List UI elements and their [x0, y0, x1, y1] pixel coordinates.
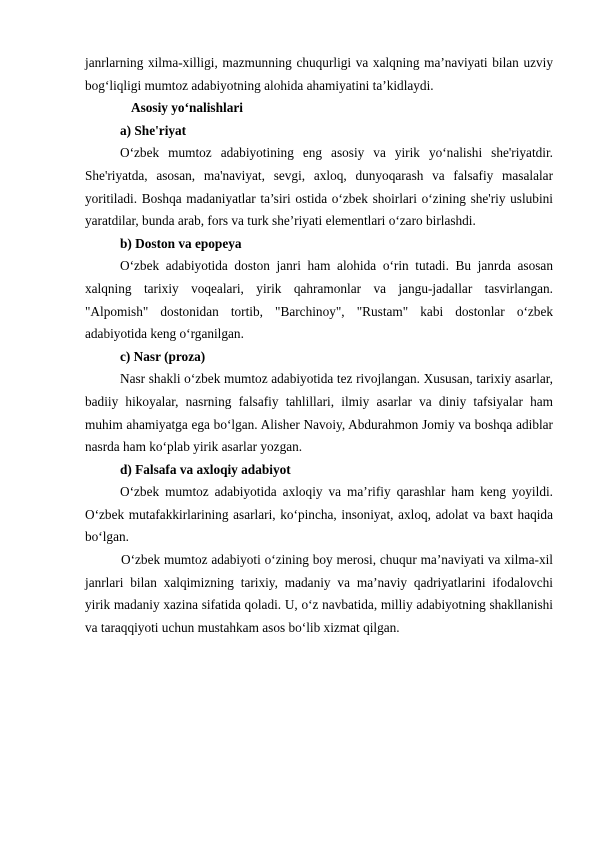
section-heading-epic: b) Doston va epopeya	[120, 235, 242, 251]
intro-paragraph: janrlarning xilma-xilligi, mazmunning chuqurligi va xalqning ma’naviyati bilan uzviy bog‘liqligi mumtoz adabiyotning alohida ahamiyatini ta’kidlaydi.	[85, 55, 553, 93]
section-paragraph-epic: O‘zbek adabiyotida doston janri ham alohida o‘rin tutadi. Bu janrda asosan xalqning tarixiy voqealari, yirik qahramonlar va jangu-jadallar tasvirlangan. "Alpomish" dostonidan tortib, "Barchinoy", "Rustam" kabi dostonlar o‘zbek adabiyotida keng o‘rganilgan.	[85, 258, 553, 342]
main-heading: Asosiy yo‘nalishlari	[131, 100, 243, 116]
document-body	[85, 52, 553, 639]
section-paragraph-prose: Nasr shakli o‘zbek mumtoz adabiyotida tez rivojlangan. Xususan, tarixiy asarlar, badiiy hikoyalar, nasrning falsafiy tahlillari, ilmiy asarlar va diniy tafsiyalar ham muhim ahamiyatga ega bo‘lgan. Alisher Navoiy, Abdurahmon Jomiy va boshqa adiblar nasrda ham ko‘plab yirik asarlar yozgan.	[85, 371, 553, 455]
closing-paragraph: O‘zbek mumtoz adabiyoti o‘zining boy merosi, chuqur ma’naviyati va xilma-xil janrlari bilan xalqimizning tarixiy, madaniy va ma’naviy qadriyatlarini ifodalovchi yirik madaniy xazina sifatida qoladi. U, o‘z navbatida, milliy adabiyotning shakllanishi va taraqqiyoti uchun mustahkam asos bo‘lib xizmat qilgan.	[85, 552, 553, 635]
section-paragraph-poetry: O‘zbek mumtoz adabiyotining eng asosiy va yirik yo‘nalishi she'riyatdir. She'riyatda, asosan, ma'naviyat, sevgi, axloq, dunyoqarash va falsafiy masalalar yoritiladi. Boshqa madaniyatlar ta’siri ostida o‘zbek shoirlari o‘zining she'riy uslubini yaratdilar, bunda arab, fors va turk she’riyati elementlari o‘zaro birlashdi.	[85, 145, 553, 229]
section-paragraph-philosophy: O‘zbek mumtoz adabiyotida axloqiy va ma’rifiy qarashlar ham keng yoyildi. O‘zbek mutafakkirlarining asarlari, ko‘pincha, insoniyat, axloq, adolat va baxt haqida bo‘lgan.	[85, 484, 553, 545]
section-heading-prose: c) Nasr (proza)	[120, 348, 206, 364]
section-heading-poetry: a) She'riyat	[120, 122, 187, 138]
section-heading-philosophy: d) Falsafa va axloqiy adabiyot	[120, 461, 291, 477]
